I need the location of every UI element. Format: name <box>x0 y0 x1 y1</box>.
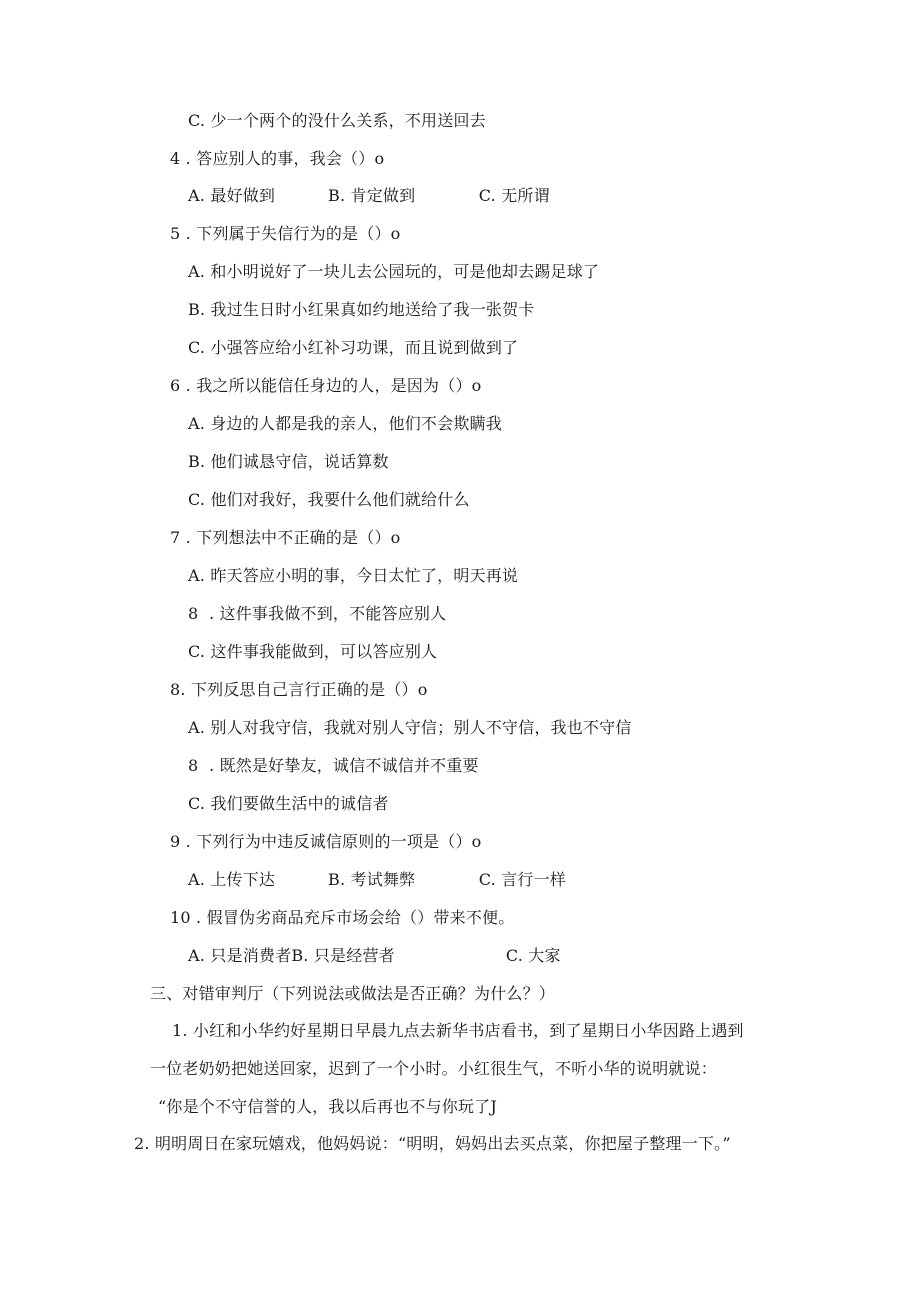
q6-option-a: A. 身边的人都是我的亲人，他们不会欺瞒我 <box>188 414 502 433</box>
q8-option-a: A. 别人对我守信，我就对别人守信；别人不守信，我也不守信 <box>188 718 632 737</box>
question-7: 7 . 下列想法中不正确的是（）o <box>170 528 401 547</box>
q3-option-c: C. 少一个两个的没什么关系，不用送回去 <box>188 111 486 130</box>
question-4: 4 . 答应别人的事，我会（）o <box>170 149 385 168</box>
q7-option-b: 8 . 这件事我做不到，不能答应别人 <box>188 604 447 623</box>
judgment-2-line-1: 2. 明明周日在家玩嬉戏，他妈妈说：“明明，妈妈出去买点菜，你把屋子整理一下。” <box>134 1134 731 1153</box>
q8-option-b: 8 . 既然是好挚友，诚信不诚信并不重要 <box>188 756 479 775</box>
q4-options: A. 最好做到 B. 肯定做到 C. 无所谓 <box>188 186 550 205</box>
q9-options: A. 上传下达 B. 考试舞弊 C. 言行一样 <box>188 870 566 889</box>
q8-option-c: C. 我们要做生活中的诚信者 <box>188 794 389 813</box>
question-8: 8. 下列反思自己言行正确的是（）o <box>170 680 428 699</box>
q7-option-c: C. 这件事我能做到，可以答应别人 <box>188 642 438 661</box>
question-10: 10 . 假冒伪劣商品充斥市场会给（）带来不便。 <box>170 908 515 927</box>
q6-option-b: B. 他们诚恳守信，说话算数 <box>188 452 389 471</box>
q5-option-b: B. 我过生日时小红果真如约地送给了我一张贺卡 <box>188 300 535 319</box>
judgment-1-line-1: 1. 小红和小华约好星期日早晨九点去新华书店看书，到了星期日小华因路上遇到 <box>172 1021 744 1040</box>
q7-option-a: A. 昨天答应小明的事，今日太忙了，明天再说 <box>188 566 519 585</box>
q5-option-a: A. 和小明说好了一块儿去公园玩的，可是他却去踢足球了 <box>188 262 600 281</box>
q10-options: A. 只是消费者B. 只是经营者 C. 大家 <box>188 946 561 965</box>
judgment-1-line-2: 一位老奶奶把她送回家，迟到了一个小时。小红很生气，不听小华的说明就说： <box>150 1059 718 1078</box>
question-6: 6 . 我之所以能信任身边的人，是因为（）o <box>170 376 482 395</box>
q5-option-c: C. 小强答应给小红补习功课，而且说到做到了 <box>188 338 519 357</box>
q6-option-c: C. 他们对我好，我要什么他们就给什么 <box>188 490 470 509</box>
section-three-heading: 三、对错审判厅（下列说法或做法是否正确？为什么？） <box>150 984 556 1003</box>
judgment-1-line-3: “你是个不守信誉的人，我以后再也不与你玩了J <box>158 1097 497 1116</box>
question-9: 9 . 下列行为中违反诚信原则的一项是（）o <box>170 832 482 851</box>
question-5: 5 . 下列属于失信行为的是（）o <box>170 224 401 243</box>
